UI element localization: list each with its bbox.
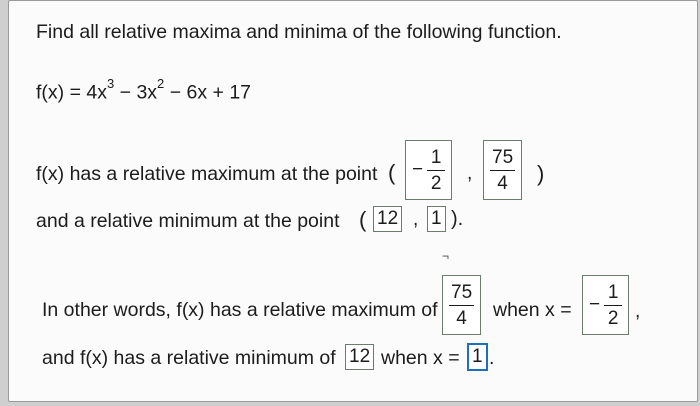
max-value-input[interactable] bbox=[442, 275, 481, 335]
max-x-input[interactable] bbox=[405, 140, 452, 200]
max-comma: , bbox=[467, 163, 473, 184]
fraction-bar bbox=[490, 170, 515, 171]
fraction-bar bbox=[604, 305, 622, 306]
max-y-input[interactable] bbox=[483, 140, 522, 200]
question-text: Find all relative maxima and minima of the following function. bbox=[36, 21, 562, 43]
other-words-lead: In other words, f(x) has a relative maximum of bbox=[42, 299, 438, 321]
min-close-paren: ). bbox=[451, 208, 464, 230]
function-mid: − 3x bbox=[114, 81, 158, 104]
min-point-lead: and a relative minimum at the point bbox=[36, 210, 340, 232]
exponent-3: 3 bbox=[106, 76, 115, 91]
function-lhs: f(x) = 4x bbox=[36, 81, 107, 104]
min-x-input-wrap bbox=[373, 206, 402, 232]
max-y-denominator: 4 bbox=[497, 172, 508, 194]
min-x-value-input[interactable]: 1 bbox=[467, 343, 488, 371]
max-x-denominator: 2 bbox=[430, 172, 442, 194]
max-x-fraction bbox=[427, 147, 445, 194]
min-y-input-wrap bbox=[427, 206, 446, 232]
max-x-numerator: 1 bbox=[430, 146, 442, 168]
other-words-line2: and f(x) has a relative minimum of bbox=[42, 347, 336, 369]
max-x-sign: − bbox=[412, 159, 424, 180]
max-y-fraction bbox=[490, 147, 515, 194]
max-x-value-input[interactable] bbox=[582, 275, 629, 335]
max-value-numerator: 75 bbox=[451, 281, 473, 303]
fraction-bar bbox=[449, 305, 474, 306]
min-open-paren: ( bbox=[359, 207, 367, 232]
max-x-comma: , bbox=[635, 301, 641, 322]
exponent-2: 2 bbox=[157, 76, 165, 91]
function-rhs: − 6x + 17 bbox=[164, 81, 252, 104]
max-x-value-denominator: 2 bbox=[607, 307, 619, 329]
max-open-paren: ( bbox=[388, 160, 396, 185]
min-x-value-input-wrap bbox=[467, 343, 488, 371]
max-x-value-sign: − bbox=[589, 294, 601, 315]
when-x-equals-min: when x = bbox=[381, 347, 460, 369]
max-x-value-fraction bbox=[604, 282, 622, 329]
max-y-numerator: 75 bbox=[492, 146, 514, 168]
fraction-bar bbox=[427, 170, 445, 171]
cursor-mark: ¬ bbox=[442, 249, 450, 263]
max-x-value-numerator: 1 bbox=[607, 281, 619, 303]
when-x-equals-max: when x = bbox=[493, 299, 572, 321]
min-comma: , bbox=[413, 209, 419, 230]
function-expression bbox=[36, 76, 252, 105]
max-point-lead: f(x) has a relative maximum at the point bbox=[36, 163, 378, 185]
max-value-denominator: 4 bbox=[456, 307, 467, 329]
final-period: . bbox=[489, 347, 495, 369]
problem-card bbox=[8, 0, 698, 402]
min-y-input[interactable]: 1 bbox=[427, 206, 446, 232]
min-value-input-wrap bbox=[345, 344, 374, 370]
min-value-input[interactable]: 12 bbox=[345, 344, 374, 370]
min-x-input[interactable]: 12 bbox=[373, 206, 402, 232]
max-close-paren: ) bbox=[537, 161, 545, 186]
max-value-fraction bbox=[449, 282, 474, 329]
